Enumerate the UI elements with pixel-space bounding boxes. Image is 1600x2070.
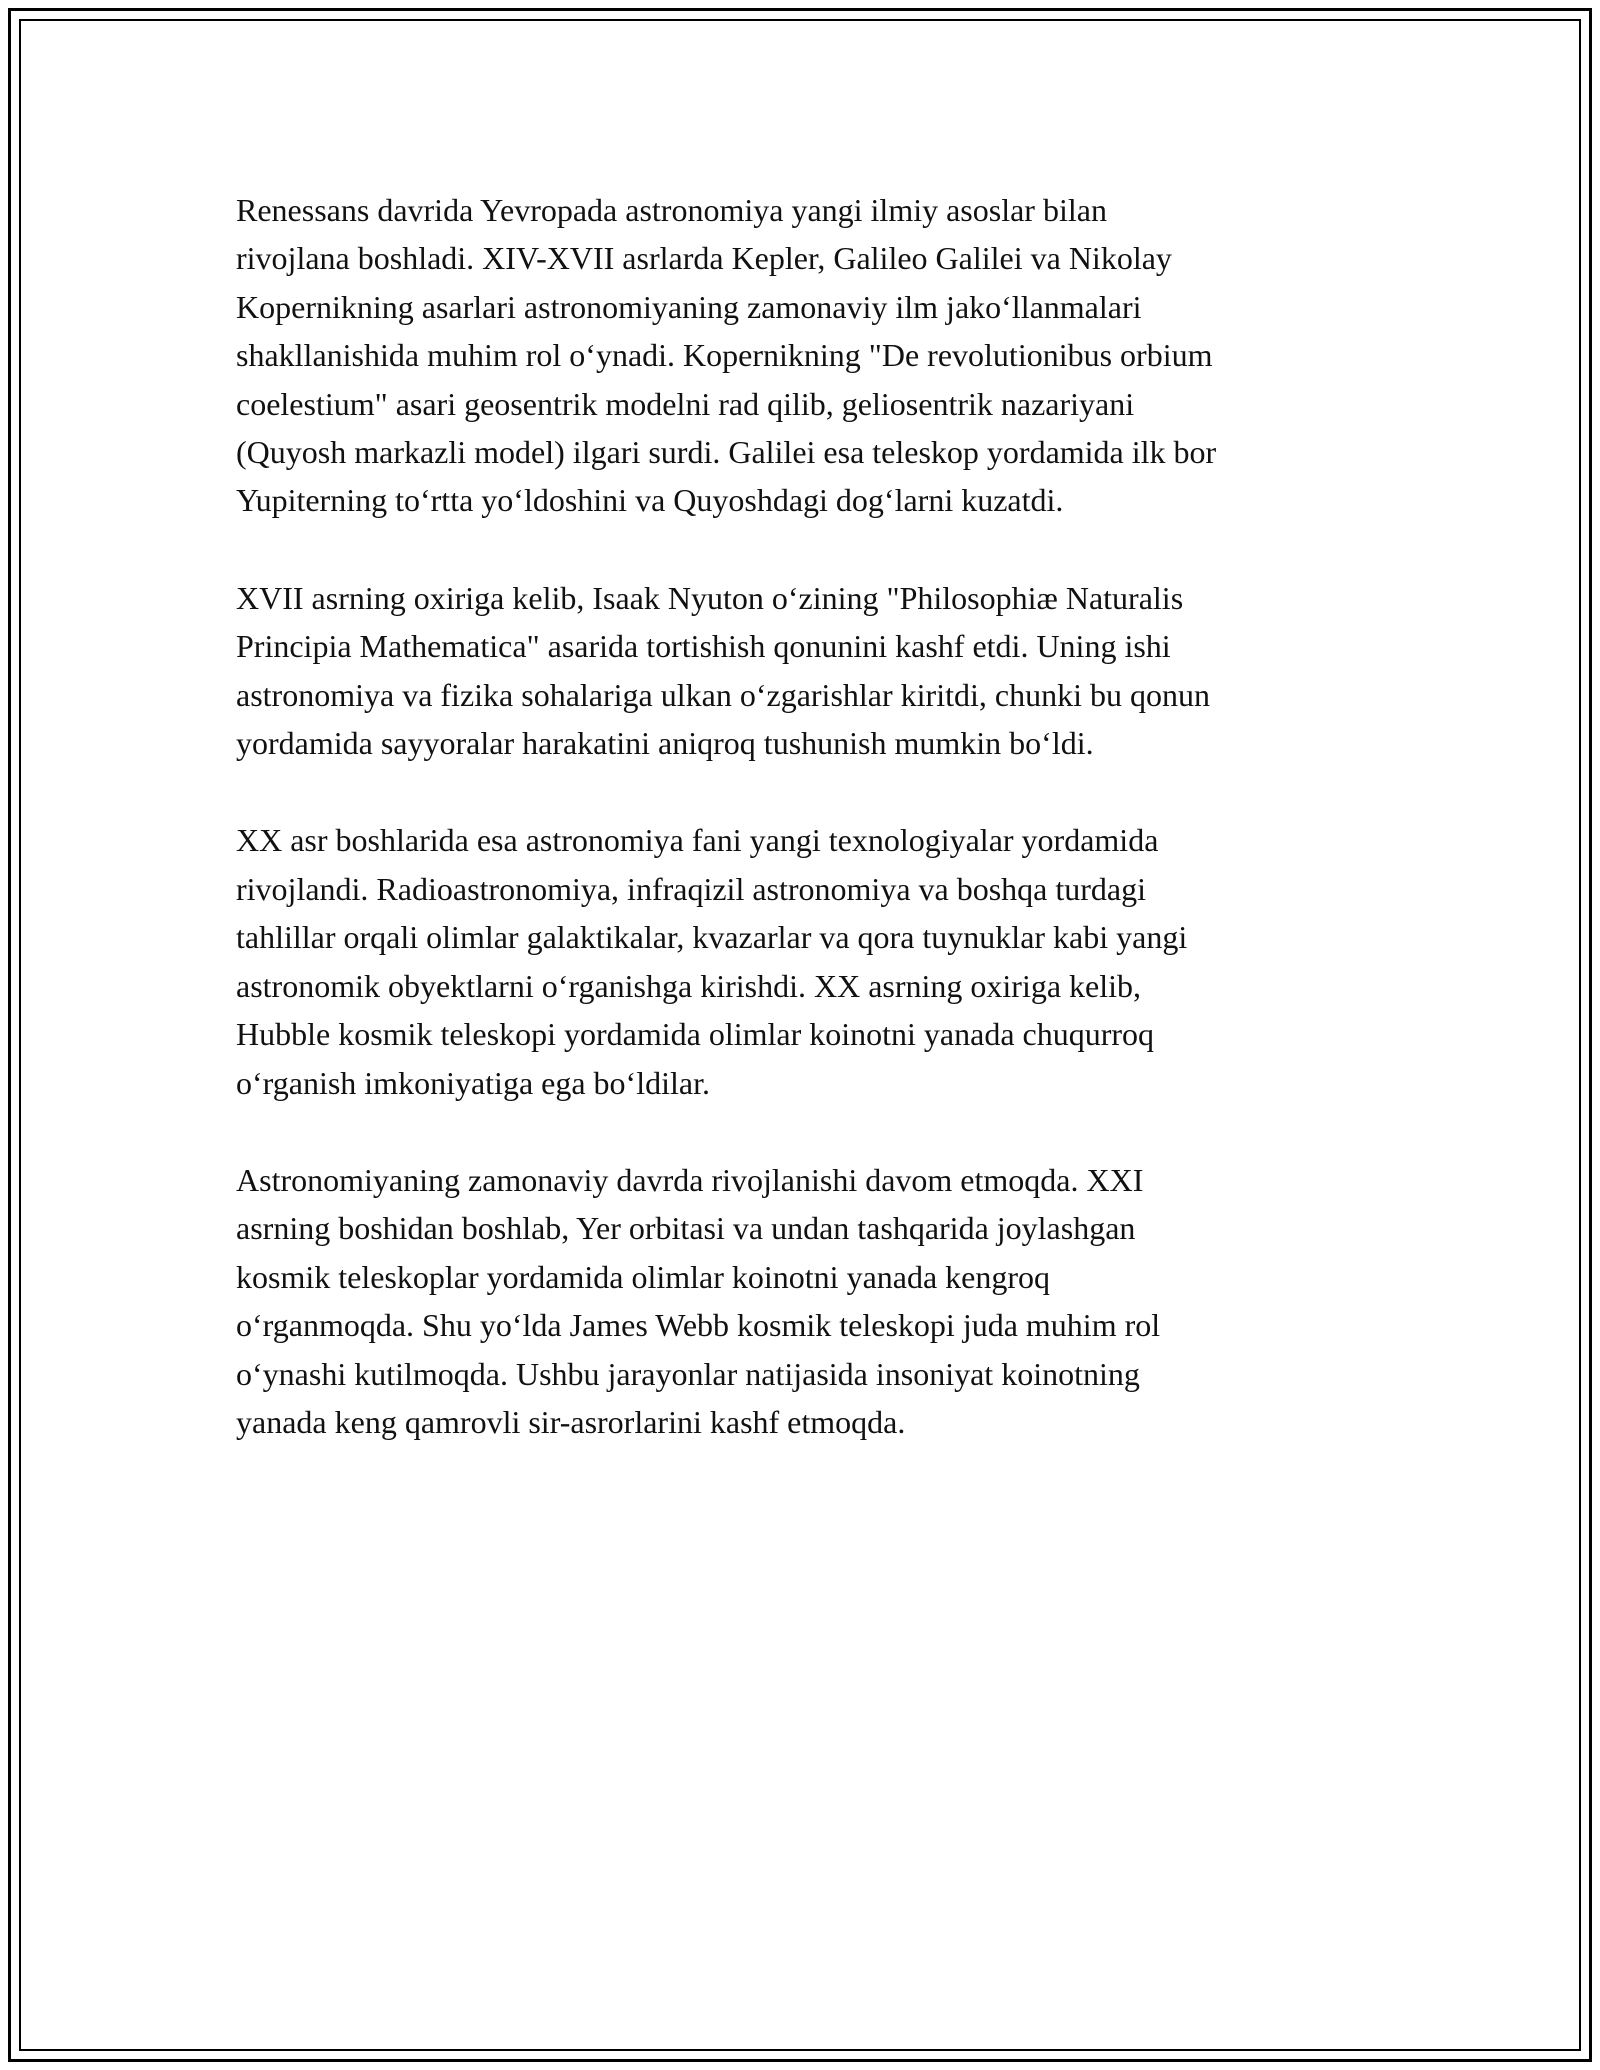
paragraph-renaissance <box>236 186 1386 525</box>
text-line: rivojlana boshladi. XIV-XVII asrlarda Kepler, Galileo Galilei va Nikolay <box>236 240 1172 277</box>
text-line: Renessans davrida Yevropada astronomiya yangi ilmiy asoslar bilan <box>236 192 1107 228</box>
text-line: tahlillar orqali olimlar galaktikalar, kvazarlar va qora tuynuklar kabi yangi <box>236 919 1188 956</box>
text-line: (Quyosh markazli model) ilgari surdi. Galilei esa teleskop yordamida ilk bor <box>236 434 1217 471</box>
text-line: kosmik teleskoplar yordamida olimlar koinotni yanada kengroq <box>236 1258 1051 1295</box>
text-line: XX asr boshlarida esa astronomiya fani yangi texnologiyalar yordamida <box>236 822 1159 859</box>
text-line: asrning boshidan boshlab, Yer orbitasi va undan tashqarida joylashgan <box>236 1210 1136 1247</box>
text-line: Principia Mathematica" asarida tortishish qonunini kashf etdi. Uning ishi <box>236 628 1171 665</box>
text-line: astronomik obyektlarni oʻrganishga kirishdi. XX asrning oxiriga kelib, <box>236 967 1142 1004</box>
text-line: oʻrganish imkoniyatiga ega boʻldilar. <box>236 1064 710 1101</box>
text-line: oʻynashi kutilmoqda. Ushbu jarayonlar natijasida insoniyat koinotning <box>236 1355 1140 1392</box>
paragraph-modern-era <box>236 1156 1386 1446</box>
text-line: Hubble kosmik teleskopi yordamida olimlar koinotni yanada chuqurroq <box>236 1016 1155 1053</box>
text-line: oʻrganmoqda. Shu yoʻlda James Webb kosmik teleskopi juda muhim rol <box>236 1307 1161 1344</box>
paragraph-twentieth-century <box>236 816 1386 1106</box>
paragraph-newton <box>236 574 1386 768</box>
text-line: rivojlandi. Radioastronomiya, infraqizil astronomiya va boshqa turdagi <box>236 870 1147 907</box>
text-line: Astronomiyaning zamonaviy davrda rivojlanishi davom etmoqda. XXI <box>236 1161 1144 1198</box>
text-line: astronomiya va fizika sohalariga ulkan oʻzgarishlar kiritdi, chunki bu qonun <box>236 676 1210 713</box>
text-line: shakllanishida muhim rol oʻynadi. Kopernikning "De revolutionibus orbium <box>236 337 1213 374</box>
document-body <box>236 186 1386 1495</box>
text-line: yordamida sayyoralar harakatini aniqroq tushunish mumkin boʻldi. <box>236 725 1094 762</box>
text-line: Kopernikning asarlari astronomiyaning zamonaviy ilm jakoʻllanmalari <box>236 288 1142 325</box>
text-line: Yupiterning toʻrtta yoʻldoshini va Quyoshdagi dogʻlarni kuzatdi. <box>236 482 1064 519</box>
text-line: yanada keng qamrovli sir-asrorlarini kashf etmoqda. <box>236 1403 906 1440</box>
text-line: XVII asrning oxiriga kelib, Isaak Nyuton oʻzining "Philosophiæ Naturalis <box>236 579 1184 616</box>
text-line: coelestium" asari geosentrik modelni rad qilib, geliosentrik nazariyani <box>236 385 1135 422</box>
